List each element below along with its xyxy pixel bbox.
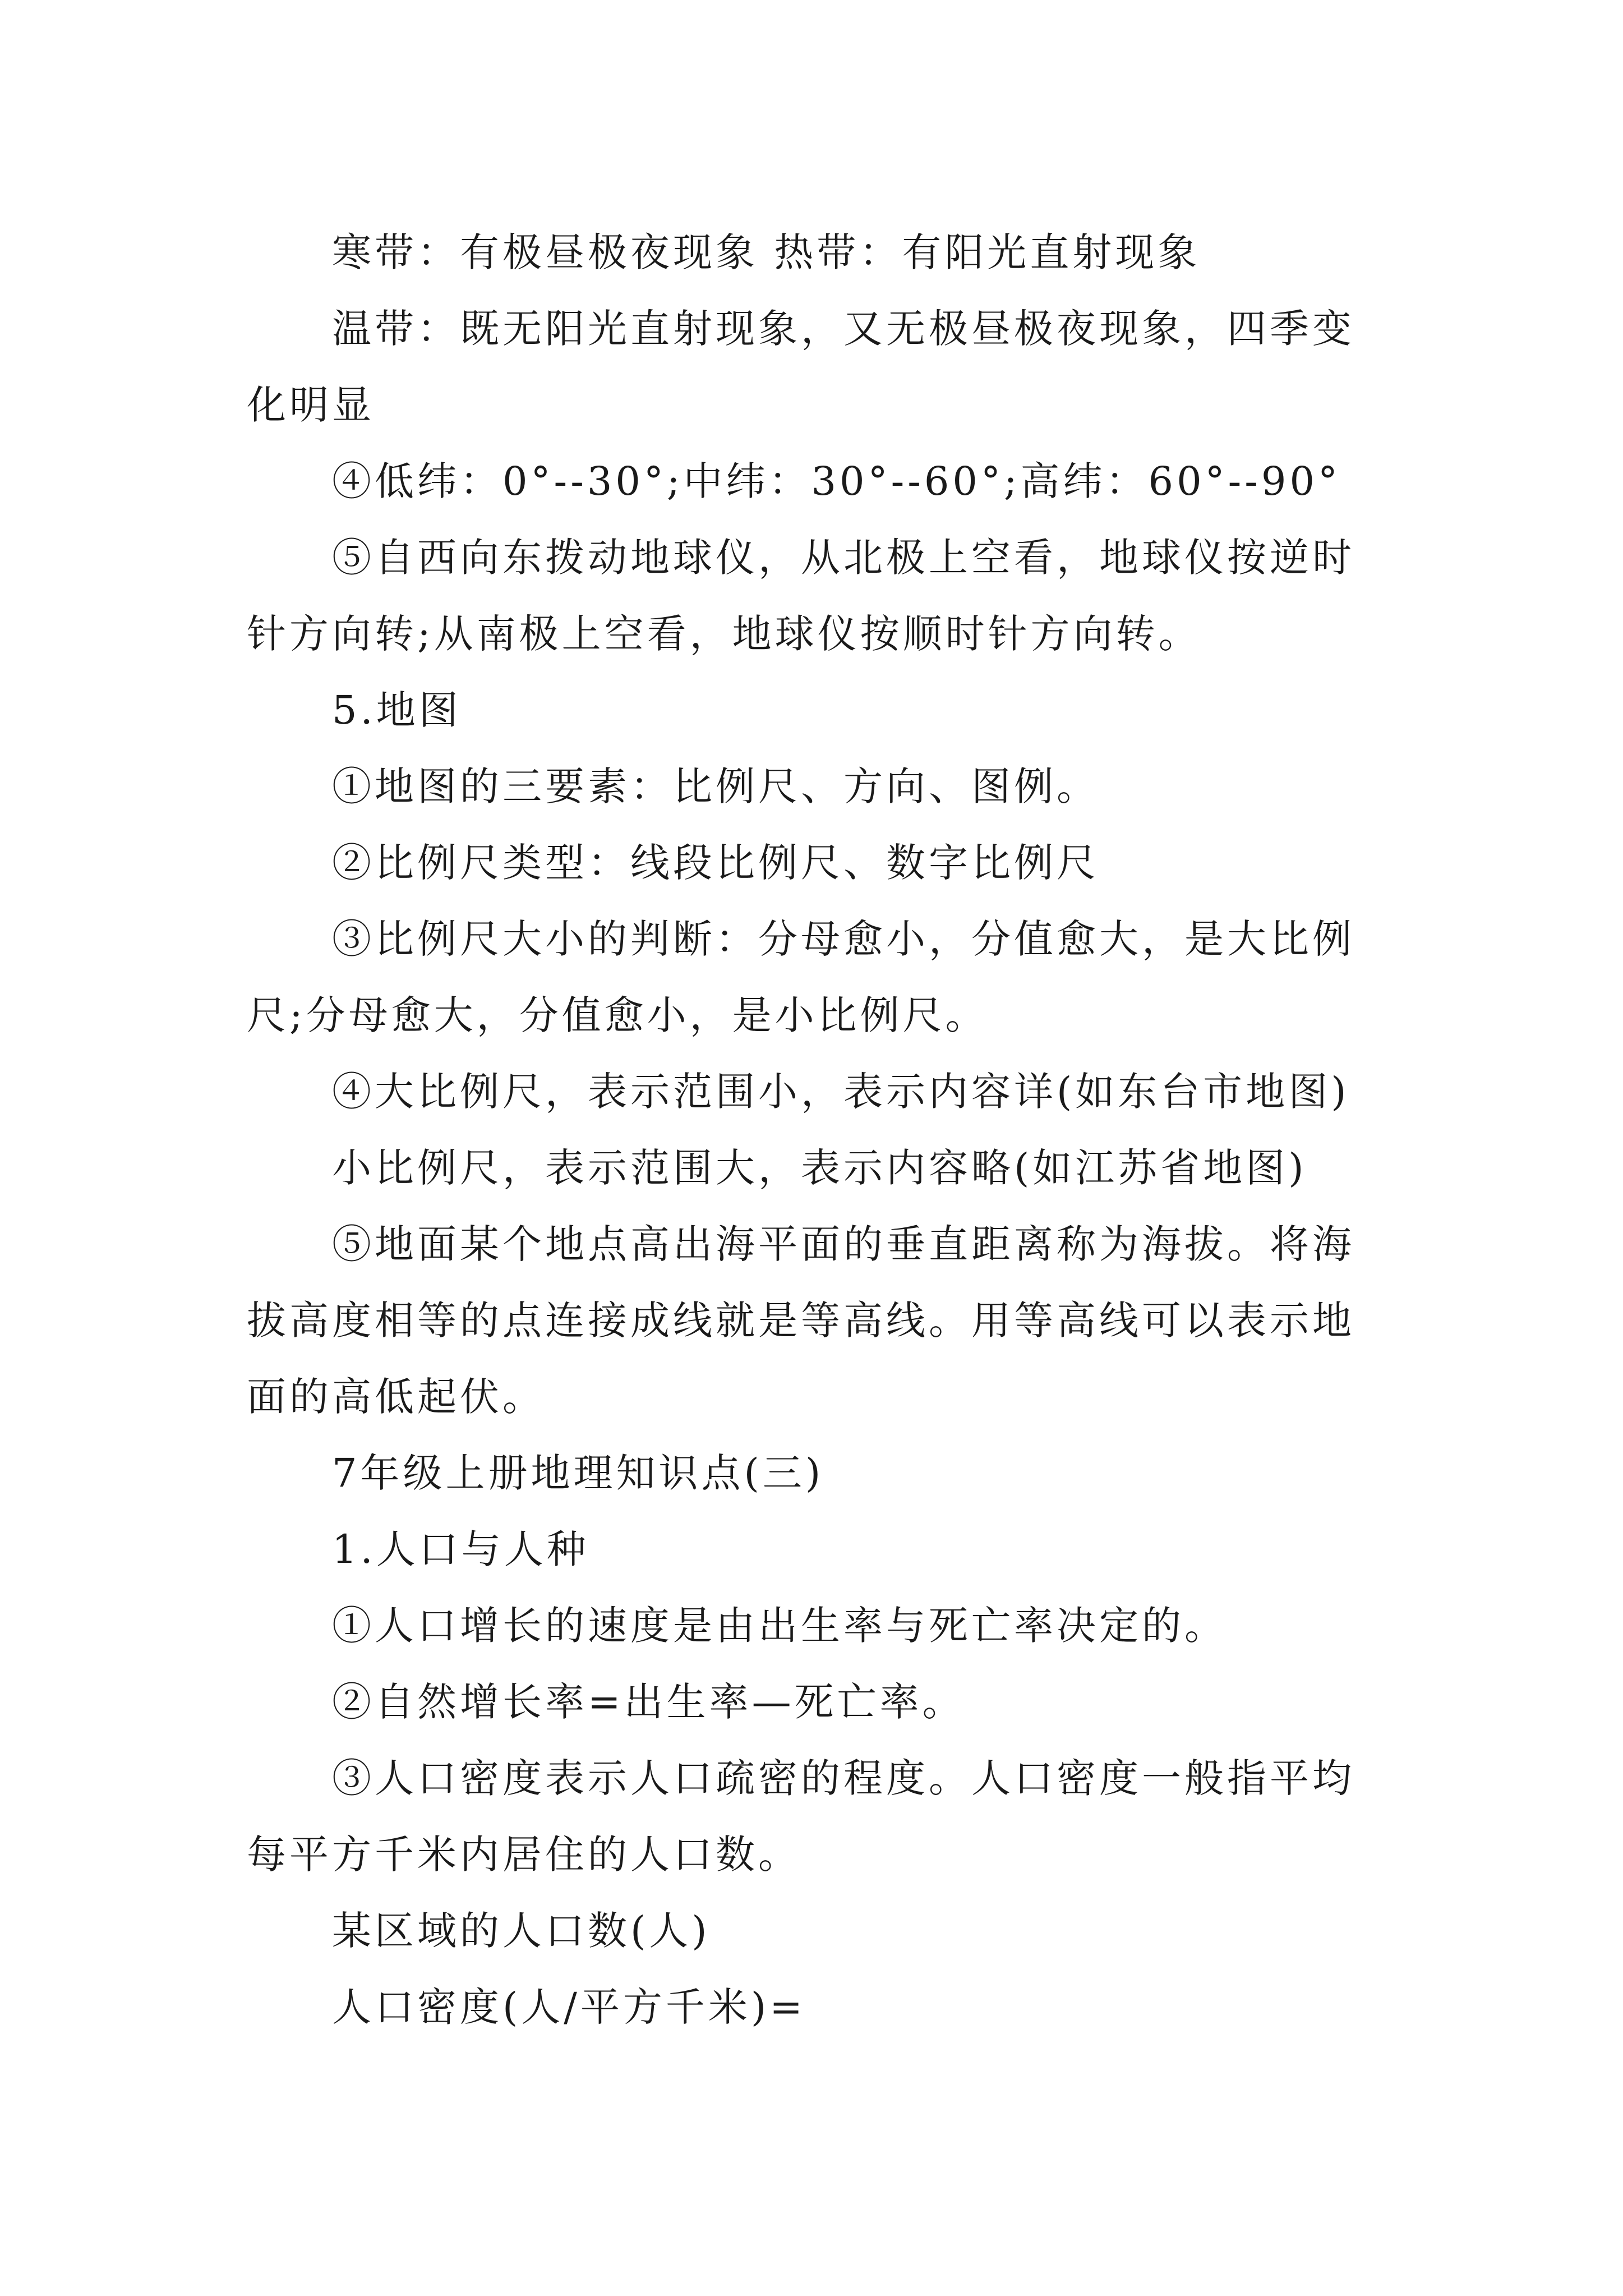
paragraph-large-scale: ④大比例尺，表示范围小，表示内容详(如东台市地图) bbox=[332, 1069, 1350, 1115]
paragraph-natural-growth-rate: ②自然增长率=出生率—死亡率。 bbox=[332, 1679, 965, 1725]
formula-numerator: 某区域的人口数(人) bbox=[332, 1908, 711, 1954]
paragraph-small-scale: 小比例尺，表示范围大，表示内容略(如江苏省地图) bbox=[332, 1145, 1307, 1191]
paragraph-population-growth: ①人口增长的速度是由出生率与死亡率决定的。 bbox=[332, 1603, 1227, 1649]
paragraph-altitude-contour: ⑤地面某个地点高出海平面的垂直距离称为海拔。将海拔高度相等的点连接成线就是等高线。用等高线可以表示地面的高低起伏。 bbox=[247, 1221, 1355, 1420]
section-title-grade7-part3: 7年级上册地理知识点(三) bbox=[332, 1450, 824, 1496]
paragraph-climate-zones-cold-hot: 寒带：有极昼极夜现象 热带：有阳光直射现象 bbox=[332, 229, 1201, 275]
paragraph-population-density: ③人口密度表示人口疏密的程度。人口密度一般指平均每平方千米内居住的人口数。 bbox=[247, 1755, 1355, 1878]
section-heading-population: 1.人口与人种 bbox=[332, 1526, 589, 1572]
paragraph-temperate-zone: 温带：既无阳光直射现象，又无极昼极夜现象，四季变化明显 bbox=[247, 306, 1355, 428]
paragraph-scale-types: ②比例尺类型：线段比例尺、数字比例尺 bbox=[332, 840, 1099, 886]
section-heading-map: 5.地图 bbox=[332, 687, 462, 733]
formula-density-label: 人口密度(人/平方千米)= bbox=[332, 1984, 806, 2030]
document-body bbox=[247, 214, 1391, 2045]
paragraph-scale-judgement: ③比例尺大小的判断：分母愈小，分值愈大，是大比例尺;分母愈大，分值愈小，是小比例尺。 bbox=[247, 916, 1355, 1038]
paragraph-globe-rotation: ⑤自西向东拨动地球仪，从北极上空看，地球仪按逆时针方向转;从南极上空看，地球仪按顺时针方向转。 bbox=[247, 535, 1355, 657]
paragraph-map-elements: ①地图的三要素：比例尺、方向、图例。 bbox=[332, 763, 1099, 809]
paragraph-latitude-ranges: ④低纬：0°--30°;中纬：30°--60°;高纬：60°--90° bbox=[332, 458, 1341, 504]
